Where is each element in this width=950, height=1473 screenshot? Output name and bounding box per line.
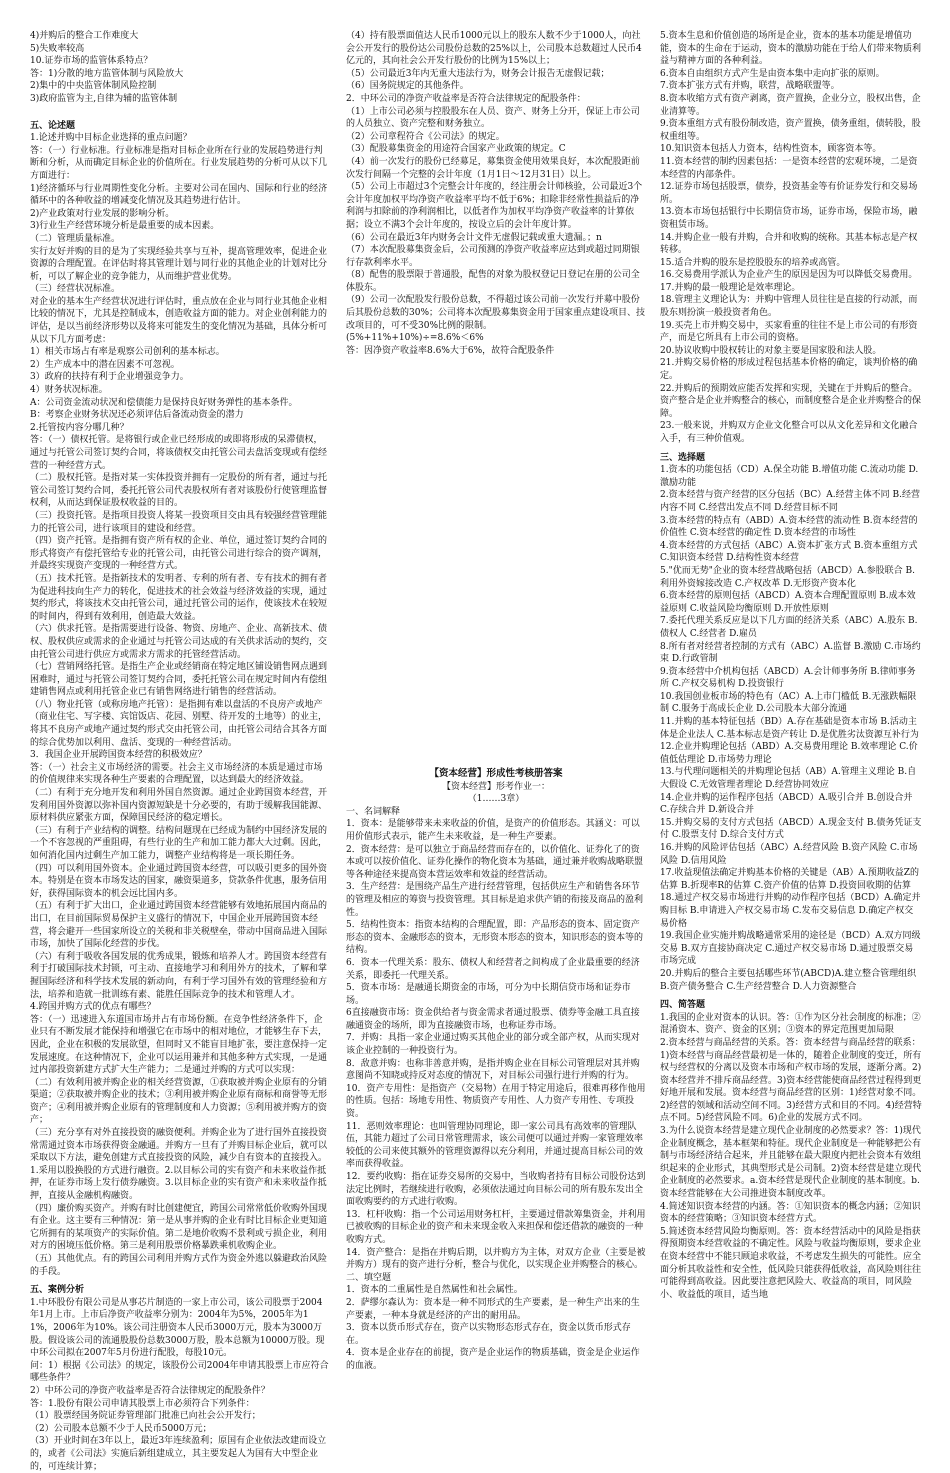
text-line: 5.资本生息和价值创造的场所是企业，资本的基本功能是增值功能，资本的生命在于运动，资本的激励功能在于给人们带来物质利益与精神方面的各种利益。: [660, 31, 922, 67]
text-line: 答：（一）行业标准。行业标准是指对目标企业所在行业的发展趋势进行判断和分析，从而确定目标企业的价值所在。行业发展趋势的分析可从以下几方面进行：: [30, 145, 328, 181]
text-line: 11.并购的基本特征包括（BD）A.存在基础是资本市场 B.活动主体是企业法人 C.基本标志是资产转让 D.是优胜劣汰资源互补行为: [660, 717, 919, 740]
text-line: 12．要约收购：指在证券交易所的交易中，当收购者持有目标公司股份达到法定比例时，若继续进行收购，必须依法通过向目标公司的所有股东发出全面收购要约的方式进行收购。: [346, 1172, 646, 1208]
text-line: 14.企业并购的运作程序包括（ABCD）A.吸引合并 B.创设合并 C.存续合并 D.新设合并: [660, 792, 913, 816]
text-line: （五）有利于扩大出口，企业通过跨国资本经营能够有效地拓展国内商品的出口，在目前国际贸易保护主义盛行的情况下，中国企业开展跨国资本经营，将会避开一些国家所设立的关税和非关税壁垒，带动中国商品进入国际市场，加快了国际化经营的步伐。: [30, 901, 328, 950]
text-line: （6）公司在最近3年内财务会计文件无虚假记载或重大遗漏。；n: [346, 232, 602, 243]
text-line: 23.一般来说，并购双方企业文化整合可以从文化差异和文化融合入手，有三种价值观。: [660, 421, 918, 444]
text-line: 14.并购企业一般有并购，合并和收购的统称。其基本标志是产权转移。: [660, 232, 918, 256]
text-line: A：公司资金流动状况和偿债能力是保持良好财务弹性的基本条件。: [30, 397, 298, 408]
text-line: 8.所有者对经营者控制的方式有（ABC）A.监督 B.激励 C.市场约束 D.行政管制: [660, 641, 921, 665]
text-line: 15.并购交易的支付方式包括（ABCD）A.现金支付 B.债务凭证支付 C.股票支付 D.综合支付方式: [660, 817, 922, 841]
text-line: 一、名词解释: [346, 806, 401, 817]
text-line: （3）配股募集资金的用途符合国家产业政策的规定。C: [346, 144, 566, 155]
text-line: 13.资本市场包括银行中长期信贷市场，证券市场，保险市场，融资租赁市场。: [660, 207, 918, 230]
text-line: 2）中环公司的净资产收益率是否符合法律规定的配股条件？: [30, 1385, 270, 1396]
text-line: （9）公司一次配股发行股份总数，不得超过该公司前一次发行并募中股份后其股份总数的30%；公司将本次配股募集资金用于国家重点建设项目、技改项目的，可不受30%比例的限制。: [346, 295, 646, 331]
middle-column: [346, 30, 646, 360]
text-line: （三）经营状况标准。: [30, 284, 121, 295]
text-line: 22.并购后的预期效应能否发挥和实现，关键在于并购后的整合。资产整合是企业并购整合的核心，而制度整合是企业并购整合的保障。: [660, 383, 922, 419]
text-line: 5．结构性资本：指资本结构的合理配置，即：产品形态的资本、固定资产形态的资本、金融形态的资本，无形资本形态的资本，知识形态的资本等的结构。: [346, 920, 644, 956]
text-line: （七）营销网络托管。是指生产企业或经销商在特定地区铺设销售网点遇到困难时，通过与托管公司签订契约合同，委托托管公司在规定时间内有偿组建销售网点或利用托管企业已有销售网络进行销售的经营活动。: [30, 662, 328, 698]
text-line: 实行友好并购的目的是为了实现经验共享与互补，提高管理效率，促进企业资源的合理配置。在评估时将其管理计划与同行业的其他企业的计划对比分析，可以了解企业的竞争能力，从而维护营业优势。: [30, 246, 328, 282]
text-line: 17.并购的最一般理论是效率理论。: [660, 282, 801, 293]
text-line: 3.为什么说资本经营是建立现代企业制度的必然要求？答：1)现代企业制度概念，基本框架和特征。现代企业制度是一种能够把公有制与市场经济结合起来，并且能够在最大限度内把社会资本有效组织起来的企业形式，其典型形式是公司制。2)资本经营是建立现代企业制度的必然要求。a.资本经营是现代企业制度的基本制度。b.资本经营能够在大公司推进资本制度改革。: [660, 1126, 922, 1200]
text-line: 1.中环股份有限公司是从事芯片制造的一家上市公司，该公司股票于2004年1月上市。上市后净资产收益率分别为：2004年为5%，2005年为11%，2006年为10%。该公司注册资本人民币3000万元，股本为3000万股。假设该公司的流通股股份总数3000万股，股本总额为10000万股。现中环公司拟在2007年5月份进行配股，每股10元。: [30, 1297, 325, 1359]
text-line: 4.资本经营的方式包括（ABC）A.资本扩张方式 B.资本重组方式 C.知识资本经营 D.结构性资本经营: [660, 540, 918, 564]
text-line: 2．萨缪尔森认为：资本是一种不同形式的生产要素，是一种生产出来的生产要素，一种本身就是经济的产出的耐用品。: [346, 1297, 640, 1321]
text-line: 9.资本重组方式有股份制改造，资产置换，债务重组，债转股，股权重组等。: [660, 119, 921, 142]
text-line: 2.资本经营与商品经营的关系。答：资本经营与商品经营的联系：1)资本经营与商品经营最初是一体的，随着企业制度的变迁，所有权与经营权的分离以及资本市场和产权市场的发展，逐渐分离。2)资本经营并不排斥商品经营。3)资本经营能使商品经营过程得到更好地开展和发展。资本经营与商品经营的区别：1)经营对象不同。2)经营的领域和活动空间不同。3)经营方式和目的不同。4)经营特点不同。5)经营风险不同。6)企业的发展方式不同。: [660, 1037, 922, 1124]
text-line: 19.我国企业实施并购战略通常采用的途径是（BCD）A.双方同级交易 B.双方直接协商决定 C.通过产权交易市场 D.通过股票交易市场完成: [660, 931, 921, 967]
left-column: [30, 30, 330, 1472]
text-line: （六）有利于吸收各国发展的优秀成果，锻炼和培养人才。跨国资本经营有利于打破国际技术封锁，可主动、直接地学习和利用外方的技术，了解和掌握国际经济和科学技术发展的新动向，有利于学习国外有效的管理经验和方法，培养和造就一批训练有素、能胜任国际竞争的技术和管理人才。: [30, 951, 328, 1000]
text-line: 答：（一）债权托管。是将银行或企业已经形成的或即将形成的呆滞债权，通过与托管公司签订契约合同，将该债权交由托管公司去盘活变现或有偿经营的一种经营方式。: [30, 435, 328, 471]
text-line: 答：1)分散的地方监管体制与风险放大: [30, 68, 184, 79]
text-line: 17.收益现值法确定并购基本价格的关键是（AB）A.预期收益Z的估算 B.折现率R的估算 C.资产价值的估算 D.投资回收期的估算: [660, 868, 920, 891]
text-line: 18.管理主义理论认为：并购中管理人员往往是直接的行动派，而股东则扮演一般投资者角色。: [660, 295, 918, 319]
text-line: （5）公司最近3年内无重大违法行为，财务会计报告无虚假记载；: [346, 68, 610, 79]
text-line: 2.托管按内容分哪几种？: [30, 422, 129, 433]
text-line: （二）管理质量标准。: [30, 233, 121, 244]
text-line: 1．资本：是能够带来未来收益的价值，是资产的价值形态。其涵义：可以用价值形式表示，能产生未来收益，是一种生产要素。: [346, 819, 640, 842]
text-line: 10.我国创业板市场的特色有（AC）A.上市门槛低 B.无涨跌幅限制 C.服务于高成长企业 D.公司股本大部分流通: [660, 691, 917, 715]
text-line: （3）开业时间在3年以上，最近3年连续盈利；原国有企业依法改建而设立的，或者《公司法》实施后新组建成立，其主要发起人为国有大中型企业的，可连续计算；: [30, 1436, 327, 1472]
text-line: 答：因净资产收益率8.6%大于6%，故符合配股条件: [346, 345, 555, 356]
text-line: （2）公司章程符合《公司法》的规定。: [346, 131, 505, 142]
text-line: 3)政府监管为主,自律为辅的监管体制: [30, 93, 178, 104]
text-line: （四）可以利用国外资本。企业通过跨国资本经营，可以吸引更多的国外资本。特别是在资本市场发达的国家，融资渠道多，贷款条件优惠，服务信用好，获得国际资本的机会远比国内多。: [30, 863, 328, 899]
text-line: 2）生产成本中的潜在因素不可忽视。: [30, 359, 180, 370]
text-line: 14．资产整合：是指在并购后期，以并购方为主体，对双方企业（主要是被并购方）现有的资产进行分析，整合与优化，以实现企业并购整合的核心。: [346, 1247, 646, 1271]
text-line: 答：（一）迅速进入东道国市场并占有市场份额。在竞争性经济条件下，企业只有不断发展才能保持和增强它在市场中的相对地位，才能够生存下去，因此，企业在积极的发展欲望，但同时又不能盲目地扩张，要注意保持一定发展速度。在这种情况下，企业可以运用兼并和其他多种方式实现，一是通过内部投资新建方式扩大生产能力；二是通过并购的方式可以实现：: [30, 1014, 328, 1076]
booklet-chapter-range: （1……3章）: [467, 794, 525, 805]
text-line: （2）公司股本总额不少于人民币5000万元；: [30, 1423, 212, 1434]
text-line: 13．杠杆收购：指一个公司运用财务杠杆，主要通过借款筹集资金，并利用已被收购的目标企业的资产和未来现金收入来担保和偿还借款的融资的一种收购方式。: [346, 1209, 646, 1245]
text-line: 问：1）根据《公司法》的规定，该股份公司2004年申请其股票上市应符合哪些条件？: [30, 1360, 329, 1384]
text-line: 二、填空题: [346, 1272, 392, 1283]
text-line: 11.资本经营的制约因素包括：一是资本经营的宏观环境，二是资本经营的内部条件。: [660, 156, 918, 180]
text-line: 20.协议收购中股权转让的对象主要是国家股和法人股。: [660, 345, 882, 356]
right-column: [660, 30, 922, 1330]
text-line: 3）政府的扶持有利于企业增强竞争力。: [30, 372, 189, 383]
text-line: 3．资本以货币形式存在，资产以实物形态形式存在，资金以货币形式存在。: [346, 1323, 631, 1346]
text-line: 答：（一）社会主义市场经济的需要。社会主义市场经济的本质是通过市场的价值规律来实现各种生产要素的合理配置，以达到最大的经济效益。: [30, 762, 323, 786]
text-line: （六）供求托管。是指需要进行设备、物资、房地产、企业、高新技术、债权、股权供应或需求的企业通过与托管公司达成的有关供求活动的契约，交由托管公司进行供应方或需求方需求的托管经营活动。: [30, 624, 328, 660]
text-line: 3．我国企业开展跨国资本经营的积极效应？: [30, 750, 207, 761]
text-line: 16.交易费用学派认为企业产生的原因是因为可以降低交易费用。: [660, 270, 918, 281]
text-line: 6.资本自由组织方式产生是由资本集中走向扩张的原则。: [660, 68, 885, 79]
text-line: 6．资本一代理关系：股东、债权人和经营者之间构成了企业最重要的经济关系，即委托一代理关系。: [346, 957, 640, 981]
text-line: 7.委托代理关系反应是以下几方面的经济关系（ABC）A.股东 B.债权人 C.经营者 D.雇员: [660, 616, 918, 639]
text-line: 3)行业生产经营环境分析是最重要的成本因素。: [30, 221, 220, 232]
text-line: 2)产业政策对行业发展的影响分析。: [30, 208, 175, 219]
text-line: 11．恶则效率理论：也叫管理协同理论，即一家公司具有高效率的管理队伍，其能力超过了公司日常管理需求，该公司便可以通过并购一家管理效率较低的公司来使其额外的管理资源得以充分利用，并通过提高目标公司的效率而获得收益。: [346, 1121, 644, 1170]
text-line: 答：1.股份有限公司申请其股票上市必须符合下列条件：: [30, 1398, 255, 1409]
text-line: 15.适合并购的股东是控股股东的培养或高管。: [660, 257, 846, 268]
text-line: （四）资产托管。是指拥有资产所有权的企业、单位，通过签订契约合同的形式将资产有偿托管给专业的托管公司，由托管公司进行综合的资产调剂，并最终实现资产变现的一种经营方式。: [30, 536, 328, 572]
text-line: （1）上市公司必须与控股股东在人员、资产、财务上分开，保证上市公司的人员独立、资产完整和财务独立。: [346, 106, 640, 130]
text-line: 21.并购交易价格的形成过程包括基本价格的确定，谈判价格的确定。: [660, 358, 918, 382]
text-line: （三）充分享有对外直接投资的融资便利。并购企业为了进行国外直接投资常需通过资本市场获得资金融通。并购方一旦有了并购目标企业后，就可以采取以下方法，避免创建方式直接投资的风险，减少自有资本的直接投入。1.采用以股换股的方式进行融资。2.以目标公司的实有资产和未来收益作抵押，在证券市场上发行债券融资。3.以目标企业的实有资产和未来收益作抵押，直接从金融机构融资。: [30, 1128, 328, 1202]
text-line: 1.论述并购中目标企业选择的重点问题？: [30, 133, 192, 144]
text-line: 四、简答题: [660, 1000, 706, 1011]
text-line: 1)经济循环与行业周期性变化分析。主要对公司在国内、国际和行业的经济循环中的各种收益的增减变化情况及其趋势进行估计。: [30, 183, 328, 207]
text-line: 2．中环公司的净资产收益率是否符合法律规定的配股条件：: [346, 93, 586, 104]
text-line: 2)集中的中央监管体制风险控制: [30, 81, 157, 92]
text-line: [30, 106, 330, 114]
text-line: （7）本次配股募集资金后，公司预测的净资产收益率应达到或超过同期银行存款利率水平。: [346, 245, 640, 268]
text-line: 1.我国的企业对资本的认识。答：①作为区分社会制度的标准；②混淆资本、资产、资金的区别；③资本的界定范围更加局限: [660, 1012, 921, 1036]
text-line: 8.资本收缩方式有资产剥离，资产置换，企业分立，股权出售，企业清算等。: [660, 93, 921, 117]
text-line: 4）财务状况标准。: [30, 385, 108, 396]
booklet-title: 【资本经营】形成性考核册答案: [429, 768, 563, 779]
text-line: 1.资本的功能包括（CD）A.保全功能 B.增值功能 C.流动功能 D.激励功能: [660, 465, 919, 488]
text-line: 10.知识资本包括人力资本，结构性资本，顾客资本等。: [660, 144, 882, 155]
text-line: 12.企业并购理论包括（ABD）A.交易费用理论 B.效率理论 C.价值低估理论 D.市场势力理论: [660, 742, 918, 765]
text-line: 10．资产专用性：是指资产（交易物）在用于特定用途后，很难再移作他用的性质。包括：场地专用性、物质资产专用性、人力资产专用性、专项投资。: [346, 1083, 646, 1120]
text-line: （五）其他优点。有的跨国公司利用并购方式作为资金外逃以躲避政治风险的手段。: [30, 1254, 328, 1277]
text-line: 20.并购后的整合主要包括哪些环节(ABCD)A.建立整合管理组织 B.资产债务整合 C.生产经营整合 D.人力资源整合: [660, 968, 917, 992]
text-line: 18.通过产权交易市场进行并购的动作程序包括（BCD）A.确定并购目标 B.申请进入产权交易市场 C.发布交易信息 D.确定产权交易价格: [660, 893, 921, 929]
text-line: （八）物业托管（或称房地产托管）：是指拥有难以盘活的不良房产或地产（商业住宅、写字楼、宾馆饭店、花园、别墅、待开发的土地等）的业主，将其不良房产或地产通过契约形式交由托管公司，由托管公司结合其各方面的综合优势加以利用、盘活、变现的一种经营活动。: [30, 699, 328, 748]
booklet-lines: [346, 806, 646, 1373]
text-line: （4）前一次发行的股份已经募足，募集资金使用效果良好，本次配股距前次发行间隔一个完整的会计年度（1月1日～12月31日）以上。: [346, 156, 640, 180]
text-line: （6）国务院规定的其他条件。: [346, 81, 469, 92]
text-line: 7．并购：具指一家企业通过购买其他企业的部分或全部产权，从而实现对该企业控制的一种投资行为。: [346, 1033, 640, 1057]
text-line: 13.与代理问题相关的并购理论包括（AB）A.管理主义理论 B.自大假设 C.无效管理者理论 D.经营协同效应: [660, 767, 917, 791]
text-line: 2．资本经营：是可以独立于商品经营而存在的，以价值化、证券化了的资本或可以按价值化、证券化操作的物化资本为基础，通过兼并收购战略联盟等各种途径来提高资本营运效率和效益的经营活动。: [346, 844, 644, 880]
text-line: 2.资本经营与资产经营的区分包括（BC）A.经营主体不同 B.经营内容不同 C.经营出发点不同 D.经营目标不同: [660, 490, 920, 513]
text-line: 8．敌意并购：也称非善意并购，是指并购企业在目标公司管理层对其并购意图尚不知晓或持反对态度的情况下，对目标公司强行进行并购的行为。: [346, 1058, 640, 1082]
text-line: 10.证券市场的监管体系特点？: [30, 56, 153, 67]
text-line: 6.资本经营的原则包括（ABCD）A.资本合理配置原则 B.成本效益原则 C.收益风险均衡原则 D.开放性原则: [660, 591, 916, 614]
text-line: 5."优而无势"企业的资本经营战略包括（ABCD）A.参股联合 B.利用外资嫁接改造 C.产权改革 D.无形资产资本化: [660, 565, 915, 589]
text-line: （四）廉价购买资产。并购有时比创建便宜，跨国公司常常低价收购外国现有企业。这主要有三种情况：第一是从事并购的企业有时比目标企业更知道它所拥有的某项资产的实际价值。第二是地价收购不景利或亏损企业，利用对方的困境压低价格。第三是利用股票价格暴跌乘机收购企业。: [30, 1203, 328, 1252]
text-line: （4）持有股票面值达人民币1000元以上的股东人数不少于1000人，向社会公开发行的股份达公司股份总数的25%以上，公司股本总数超过人民币4亿元的，其向社会公开发行股份的比例为15%以上；: [346, 31, 642, 67]
text-line: 3．生产经营：是围绕产品生产进行经营管理，包括供应生产和销售各环节的管理及相应的筹资与投资管理。其目标是追求供产销的衔接及商品的盈利性。: [346, 882, 644, 918]
text-line: (5%+11%+10%)÷=8.6%＜6%: [346, 333, 484, 344]
text-line: 4)并购后的整合工作难度大: [30, 31, 139, 41]
text-line: 对企业的基本生产经营状况进行评估时，重点放在企业与同行业其他企业相比较的情况下，尤其是控制成本，创造收益方面的能力。对企业创利能力的评估，是以当前经济形势以及将来可能发生的变化情况为基础，具体分析可从以下几方面考虑：: [30, 296, 328, 345]
text-line: 五、论述题: [30, 120, 76, 131]
text-line: 4.跨国并购方式的优点有哪些？: [30, 1002, 156, 1013]
text-line: （三）投资托管。是指项目投资人将某一投资项目交由具有较强经营管理能力的托管公司，进行该项目的建设和经营。: [30, 510, 328, 534]
text-line: 12.证券市场包括股票，债券，投资基金等有价证券发行和交易场所。: [660, 182, 918, 205]
booklet-subtitle: 【资本经营】形考作业一：: [441, 781, 550, 792]
text-line: 16.并购的风险评估包括（ABC）A.经营风险 B.资产风险 C.市场风险 D.信用风险: [660, 843, 918, 866]
text-line: （5）公司上市超过3个完整会计年度的，经注册会计师核验，公司最近3个会计年度加权平均净资产收益率平均不低于6%；扣除非经常性损益后的净利润与扣除前的净利润相比，以低者作为加权平均净资产收益率的计算依据；设立不满3个会计年度的，按设立后的会计年度计算。: [346, 182, 643, 230]
text-line: （五）技术托管。是指新技术的发明者、专利的所有者、专有技术的拥有者为促进科技向生产力的转化，促进技术的社会效益与经济效益的实现，通过契约形式，将该技术交由托管公司，通过托管公司的运作，使该技术在较短的时间内，得到有效利用，创造最大效益。: [30, 573, 328, 622]
text-line: 19.买壳上市并购交易中，买家看重的往往不是上市公司的有形资产，而是它所具有上市公司的资格。: [660, 320, 918, 344]
text-line: （二）股权托管。是指对某一实体投资并拥有一定股份的所有者，通过与托管公司签订契约合同，委托托管公司代表股权所有者对该股份行使管理监督权利，从而达到保证股权收益的目的。: [30, 473, 328, 509]
text-line: （三）有利于产业结构的调整。结构问题现在已经成为制约中国经济发展的一个不容忽视的严重阻碍，有些行业的生产和加工能力都大大过剩。因此，如何消化国内过剩生产加工能力，调整产业结构将是一项长期任务。: [30, 825, 328, 861]
text-line: （1）股票经国务院证券管理部门批准已向社会公开发行；: [30, 1411, 261, 1422]
answer-booklet-section: [346, 768, 646, 1373]
text-line: （二）有利于充分地开发和利用外国自然资源。通过企业跨国资本经营，开发利用国外资源以弥补国内资源短缺是十分必要的，有助于缓解我国能源、原材料供应紧张方面，保障国民经济的稳定增长。: [30, 788, 328, 824]
text-line: 5．资本市场：是融通长期资金的市场，可分为中长期信贷市场和证券市场。: [346, 983, 631, 1006]
text-line: 五、案例分析: [30, 1285, 85, 1296]
text-line: 9.资本经营中介机构包括（ABCD）A.会计师事务所 B.律师事务所 C.产权交易机构 D.投资银行: [660, 666, 916, 690]
text-line: 1．资本的二重属性是自然属性和社会属性。: [346, 1285, 523, 1296]
text-line: 7.资本扩张方式有并购，联营，战略联盟等。: [660, 81, 840, 92]
text-line: 5.简述资本经营风险均衡原则。答：资本经营活动中的风险是指获得预期资本经营收益的不确定性。风险与收益均衡原则，要求企业在资本经营中不能只顾追求收益，不考虑发生损失的可能性。应全面分析其收益性和安全性，低风险只能获得低收益，高风险则往往可能得到高收益。因此要注意把风险大、收益高的项目，同风险小、收益低的项目，适当地: [660, 1226, 922, 1300]
text-line: （8）配售的股票限于普通股，配售的对象为股权登记日登记在册的公司全体股东。: [346, 270, 640, 293]
text-line: （二）有效利用被并购企业的相关经营资源，①获取被并购企业原有的分销渠道；②获取被并购企业的技术；③利用被并购企业原有商标和商誉等无形资产；④利用被并购企业原有的管理制度和人力资源；⑤利用被并购方的资产；: [30, 1077, 328, 1126]
text-line: 三、选择题: [660, 452, 706, 463]
text-line: 1）相关市场占有率是观察公司创利的基本标志。: [30, 347, 225, 358]
text-line: 6直接融资市场：资金供给者与资金需求者通过股票、债券等金融工具直接融通资金的场所，即为直接融资市场，也称证券市场。: [346, 1008, 640, 1031]
text-line: 5)失败率较高: [30, 43, 85, 54]
text-line: 4．资本是企业存在的前提，资产是企业运作的物质基础，资金是企业运作的血液。: [346, 1348, 640, 1371]
text-line: 3.资本经营的特点有（ABD）A.资本经营的流动性 B.资本经营的价值性 C.资本经营的确定性 D.资本经营的市场性: [660, 515, 918, 539]
text-line: B：考察企业财务状况还必须评估后备流动资金的潜力: [30, 410, 244, 421]
text-line: 4.简述知识资本经营的内涵。答：①知识资本的概念内涵；②知识资本的经营策略；③知识资本经营方式。: [660, 1201, 921, 1225]
